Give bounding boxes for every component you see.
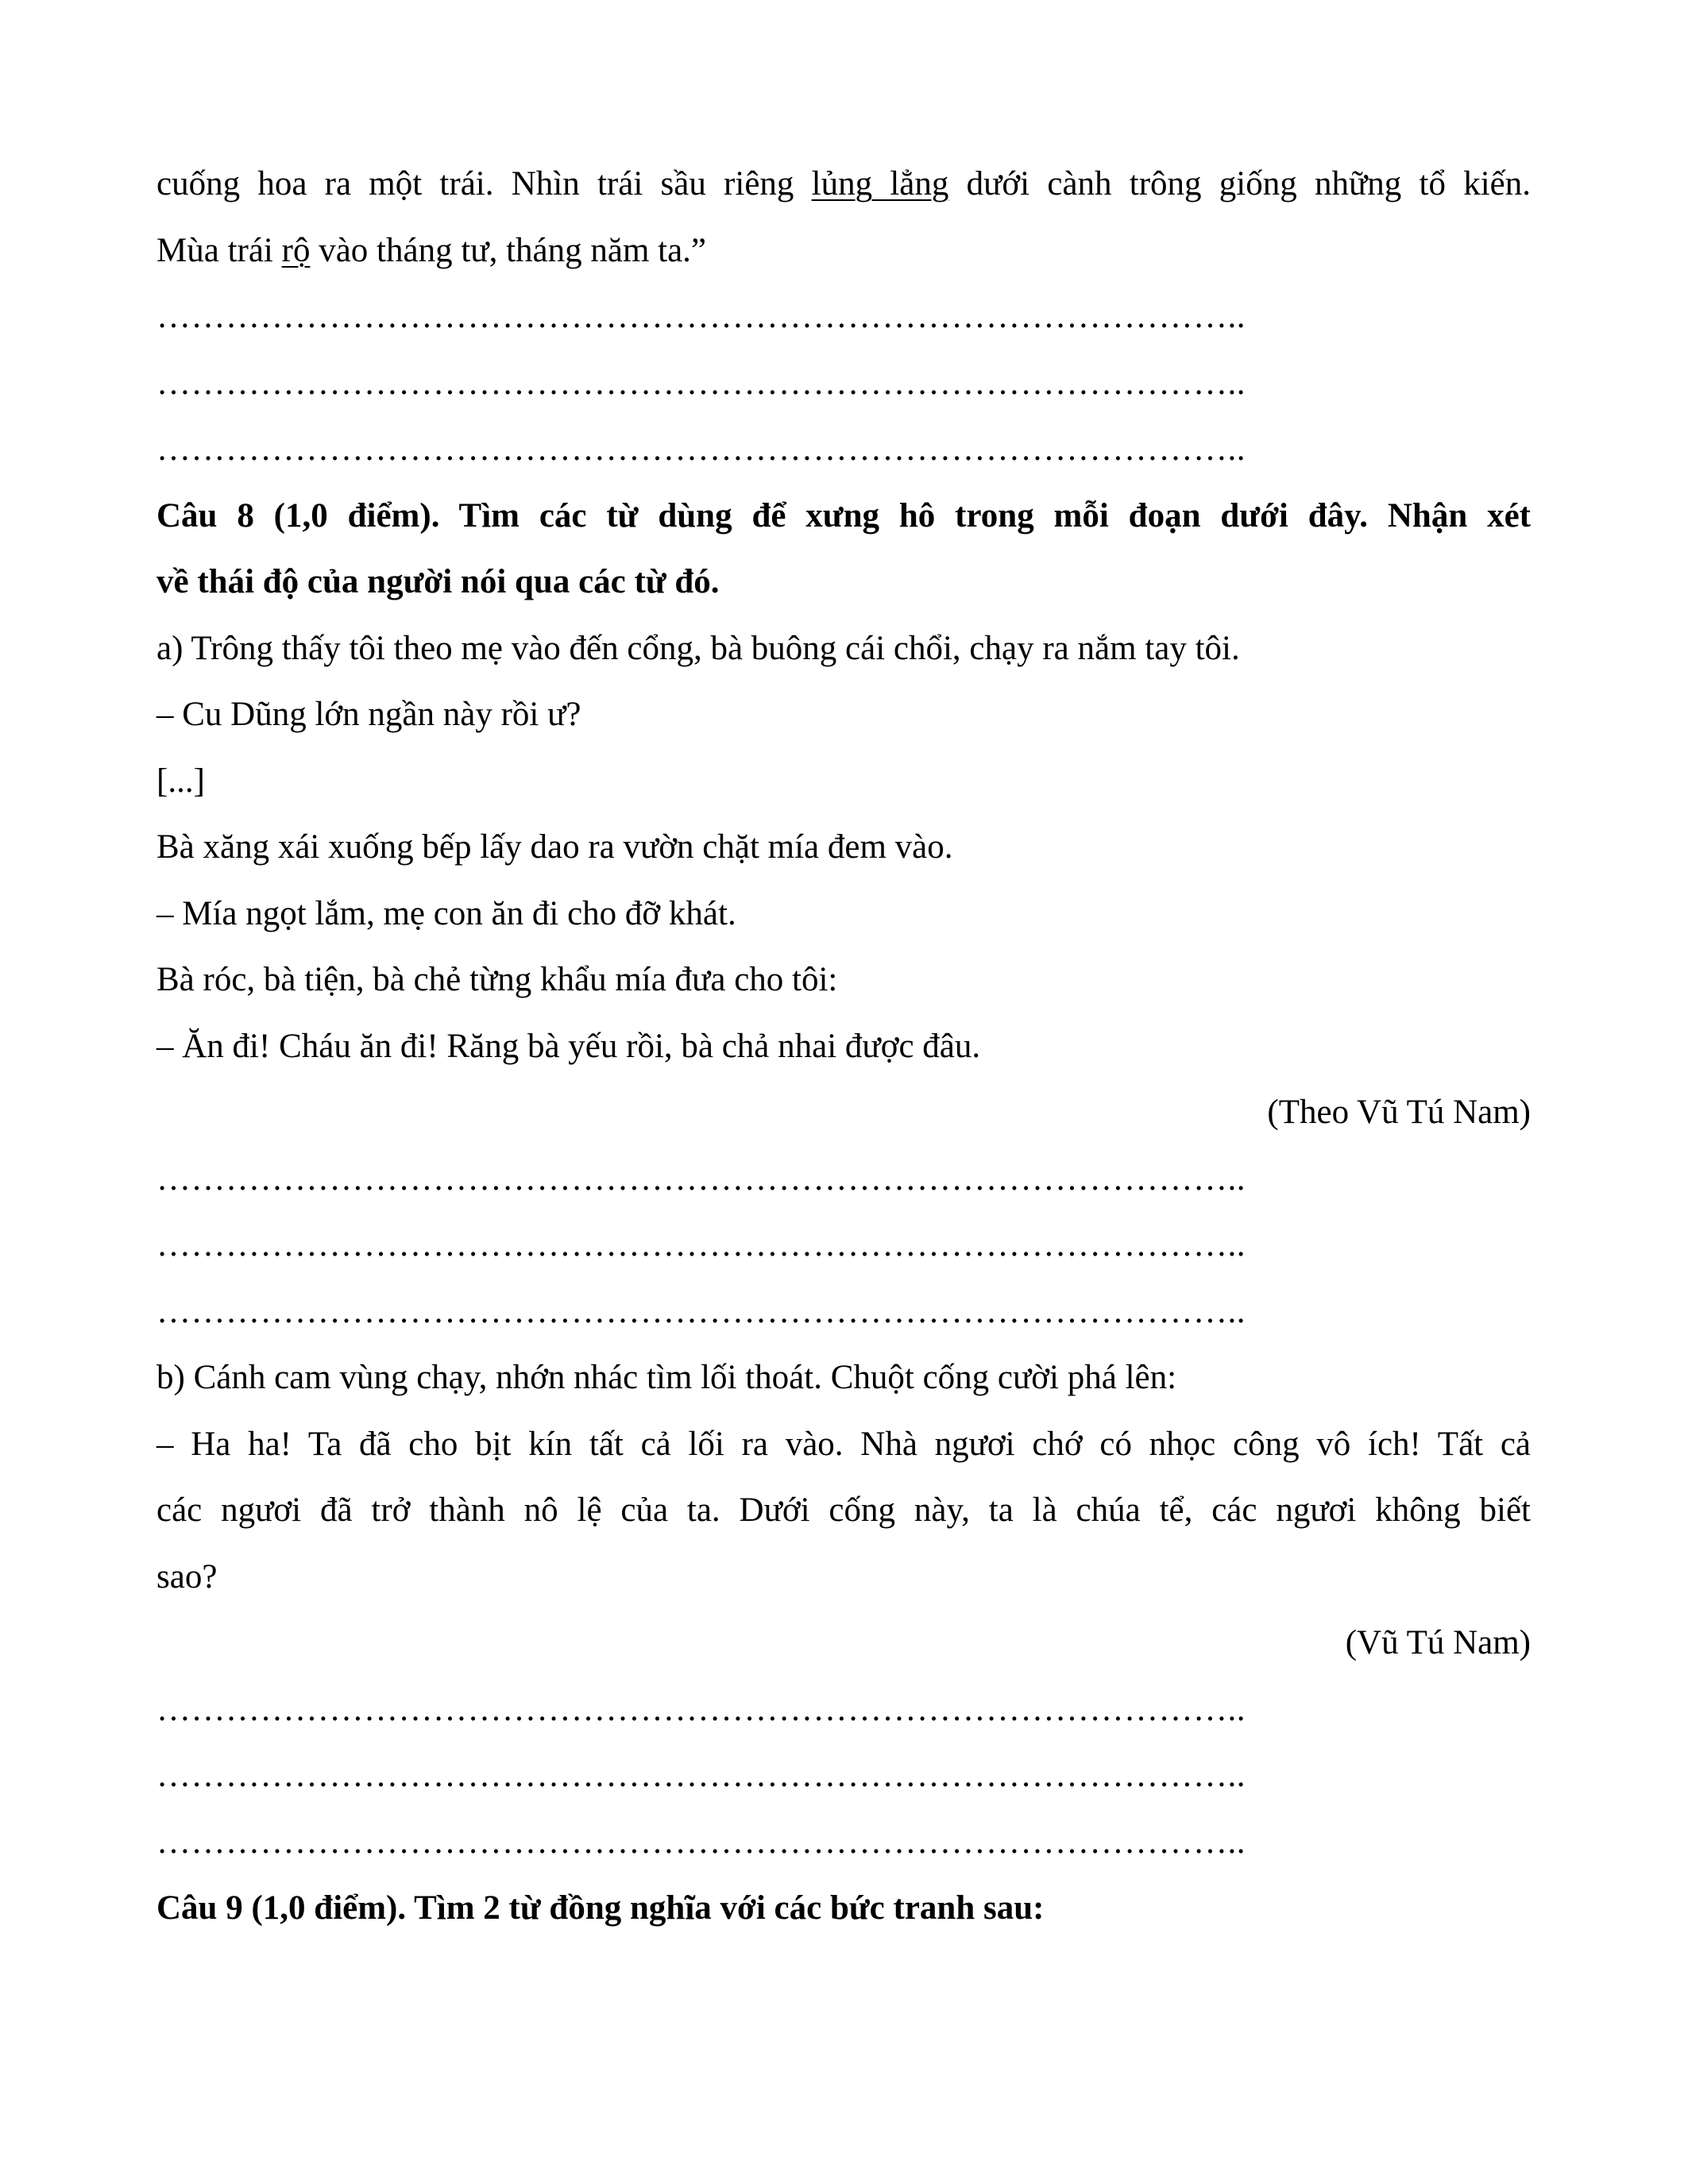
q8a-line: – Cu Dũng lớn ngần này rồi ư? <box>156 696 581 733</box>
answer-line[interactable]: ………………………………………………………………………………….. <box>156 1757 1246 1794</box>
q8b-line: b) Cánh cam vùng chạy, nhớn nhác tìm lối thoát. Chuột cống cười phá lên: <box>156 1359 1177 1396</box>
question-8-title: Câu 8 (1,0 điểm). Tìm các từ dùng để xưng hô trong mỗi đoạn dưới đây. Nhận xét <box>156 496 1531 534</box>
underlined-word: lủng lẳng <box>811 165 949 203</box>
document-page <box>156 151 1531 1942</box>
answer-line[interactable]: ………………………………………………………………………………….. <box>156 1823 1246 1861</box>
q8a-line: [...] <box>156 762 205 800</box>
q8b-line: – Ha ha! Ta đã cho bịt kín tất cả lối ra vào. Nhà ngươi chớ có nhọc công vô ích! Tất cả <box>156 1425 1531 1463</box>
question-8-title: về thái độ của người nói qua các từ đó. <box>156 563 720 600</box>
answer-line[interactable]: ………………………………………………………………………………….. <box>156 1690 1246 1728</box>
q8b-source: (Vũ Tú Nam) <box>1345 1624 1531 1661</box>
answer-line[interactable]: ………………………………………………………………………………….. <box>156 430 1246 468</box>
q8a-line: – Ăn đi! Cháu ăn đi! Răng bà yếu rồi, bà chả nhai được đâu. <box>156 1027 981 1065</box>
q8a-line: Bà róc, bà tiện, bà chẻ từng khẩu mía đưa cho tôi: <box>156 961 838 998</box>
answer-line[interactable]: ………………………………………………………………………………….. <box>156 1160 1246 1198</box>
answer-line[interactable]: ………………………………………………………………………………….. <box>156 1226 1246 1264</box>
q8a-source: (Theo Vũ Tú Nam) <box>1267 1094 1531 1131</box>
q8b-line: sao? <box>156 1557 218 1596</box>
q8a-line: – Mía ngọt lắm, mẹ con ăn đi cho đỡ khát. <box>156 894 736 932</box>
q8b-line: các ngươi đã trở thành nô lệ của ta. Dưới cống này, ta là chúa tể, các ngươi không biết <box>156 1491 1531 1529</box>
passage-line: cuống hoa ra một trái. Nhìn trái sầu riêng lủng lẳng dưới cành trông giống những tổ kiến. <box>156 165 1531 203</box>
underlined-word: rộ <box>281 231 311 269</box>
answer-line[interactable]: ………………………………………………………………………………….. <box>156 1292 1246 1330</box>
q8a-line: a) Trông thấy tôi theo mẹ vào đến cổng, bà buông cái chổi, chạy ra nắm tay tôi. <box>156 629 1240 667</box>
passage-line: Mùa trái rộ vào tháng tư, tháng năm ta.” <box>156 231 707 269</box>
answer-line[interactable]: ………………………………………………………………………………….. <box>156 364 1246 402</box>
question-9-title: Câu 9 (1,0 điểm). Tìm 2 từ đồng nghĩa với các bức tranh sau: <box>156 1889 1045 1927</box>
q8a-line: Bà xăng xái xuống bếp lấy dao ra vườn chặt mía đem vào. <box>156 828 953 866</box>
answer-line[interactable]: ………………………………………………………………………………….. <box>156 298 1246 335</box>
